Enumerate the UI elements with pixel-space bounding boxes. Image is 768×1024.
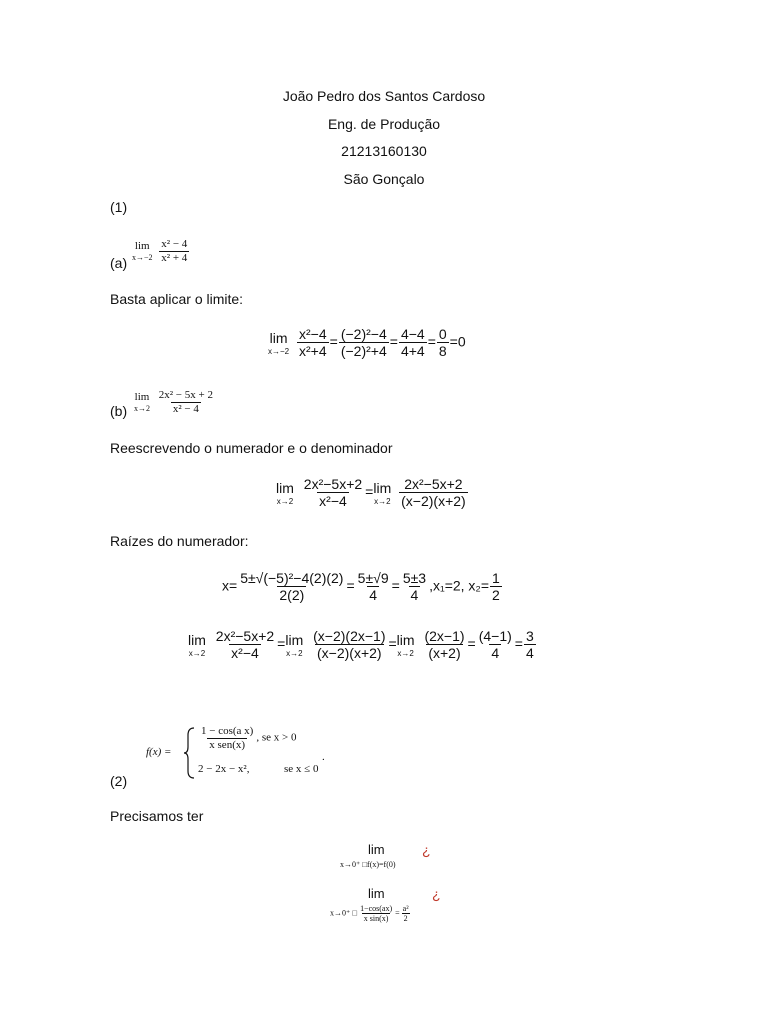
item-b-expression: lim x→2 $\frac{\text{2x² − 5x + 2}}{\text{x² − 4}}$ (134, 389, 213, 415)
student-id: 21213160130 (341, 143, 427, 159)
item-a-label: (a) (110, 255, 128, 271)
item-a-expression: lim x→−2 $\frac{\text{x² − 4}}{\text{x² + 4}}$ (132, 238, 188, 264)
item-b-text-2: Raízes do numerador: (110, 533, 249, 549)
final-limit-equation: lim x→2 $\frac{\text{2x²−5x+2}}{\text{x²−4}}$ = lim x→2 $\frac{(x-2)(2x-1)}{(x-2)(x+2)}$ = lim x→2 $\frac{(2x-1)}{(x+2)}$ = $\frac{(4-1)}{4}$ = $\frac{3}{4}$ (188, 628, 534, 662)
item-b-label: (b) (110, 403, 128, 419)
roots-equation: x= $\frac{\text{5±√(−5)²−4(2)(2)}}{2(2)}$ = $\frac{5\pm√9}{4}$ = $\frac{5\pm 3}{4}$ ,x₁=2, x₂= $\frac{1}{2}$ (222, 570, 500, 604)
piecewise-function: f(x) = $\frac{\text{1 − cos(a x)}}{\text{x sen(x)}}$ , se x > 0 2 − 2x − x², se x ≤ 0 . (146, 725, 346, 781)
course-name: Eng. de Produção (327, 116, 441, 132)
question-1-label: (1) (110, 199, 128, 215)
item-a-text: Basta aplicar o limite: (110, 291, 244, 307)
left-brace (184, 727, 196, 779)
item-b-rewrite-equation: lim x→2 $\frac{\text{2x²−5x+2}}{\text{x²−4}}$ = lim x→2 $\frac{\text{2x²−5x+2}}{(x-2)(x+2)}$ (276, 476, 466, 510)
item-a-equation: lim x→−2 $\frac{\text{x²−4}}{\text{x²+4}}$ = $\frac{\text{(−2)²−4}}{\text{(−2)²+4}}$ = $\frac{4-4}{4+4}$ = $\frac{0}{8}$ =0 (268, 326, 466, 360)
author-name: João Pedro dos Santos Cardoso (282, 88, 486, 104)
question-2-text: Precisamos ter (110, 808, 204, 824)
item-b-text-1: Reescrevendo o numerador e o denominador (110, 440, 393, 456)
campus-name: São Gonçalo (343, 171, 425, 187)
question-2-label: (2) (110, 773, 128, 789)
